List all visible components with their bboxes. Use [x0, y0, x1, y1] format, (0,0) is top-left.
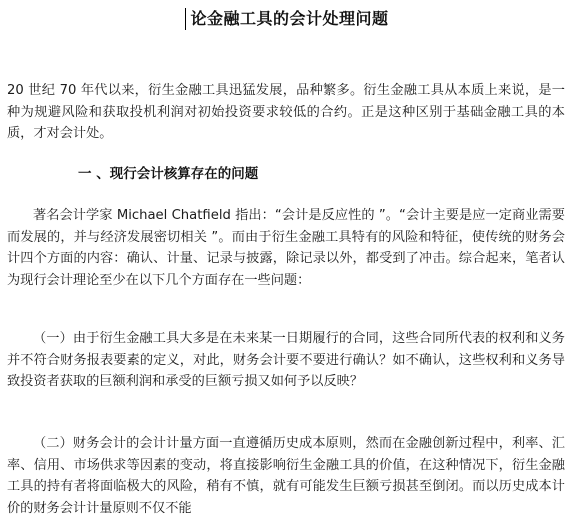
body-paragraph-1: 著名会计学家 Michael Chatfield 指出：“会计是反应性的 ”。“会计主要是应一定商业需要而发展的，并与经济发展密切相关 ”。而由于衍生金融工具特有的风险和特征，使传统的财务会计四个方面的内容：确认、计量、记录与披露，除记录以外，都受到了冲击。综合起来，笔者认为现行会计理论至少在以下几个方面存在一些问题：	[7, 208, 565, 288]
section-heading: 一 、现行会计核算存在的问题	[78, 166, 259, 182]
intro-paragraph: 20 世纪 70 年代以来，衍生金融工具迅猛发展，品种繁多。衍生金融工具从本质上来说，是一种为规避风险和获取投机利润对初始投资要求较低的合约。正是这种区别于基础金融工具的本质，才对会计处。	[7, 83, 565, 141]
body-paragraph-3: （二）财务会计的会计计量方面一直遵循历史成本原则，然而在金融创新过程中，利率、汇率、信用、市场供求等因素的变动，将直接影响衍生金融工具的价值，在这种情况下，衍生金融工具的持有者将面临极大的风险，稍有不慎，就有可能发生巨额亏损甚至倒闭。而以历史成本计价的财务会计计量原则不仅不能	[7, 436, 565, 516]
title-container	[0, 8, 574, 30]
document-title: 论金融工具的会计处理问题	[185, 8, 388, 30]
body-paragraph-2: （一）由于衍生金融工具大多是在未来某一日期履行的合同，这些合同所代表的权利和义务并不符合财务报表要素的定义，对此，财务会计要不要进行确认？如不确认，这些权利和义务导致投资者获取的巨额利润和承受的巨额亏损又如何予以反映？	[7, 331, 565, 389]
